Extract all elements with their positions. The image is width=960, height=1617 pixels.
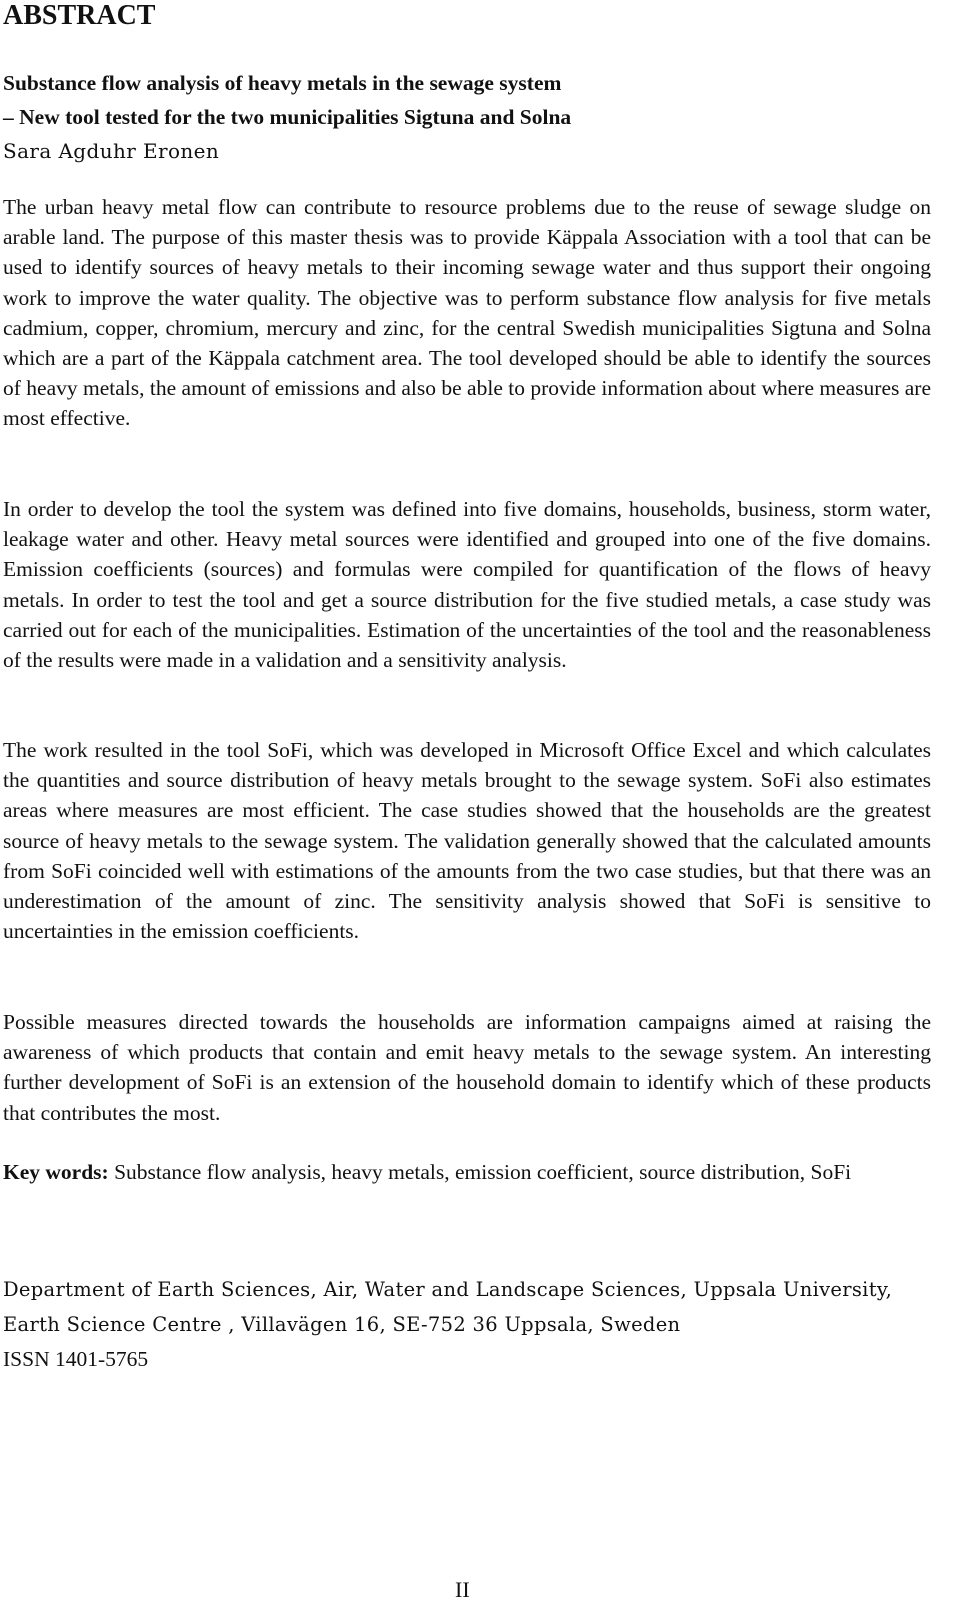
title-block	[3, 66, 931, 168]
page-number: II	[455, 1577, 470, 1602]
abstract-paragraph-3: The work resulted in the tool SoFi, which was developed in Microsoft Office Excel and which calculates the quantities and source distribution of heavy metals brought to the sewage system. SoFi also estimates areas where measures are most efficient. The case studies showed that the households are the greatest source of heavy metals to the sewage system. The validation generally showed that the calculated amounts from SoFi coincided well with estimations of the amounts from the two case studies, but that there was an underestimation of the amount of zinc. The sensitivity analysis showed that SoFi is sensitive to uncertainties in the emission coefficients.	[3, 738, 931, 944]
issn: ISSN 1401-5765	[3, 1347, 149, 1371]
abstract-heading: ABSTRACT	[3, 0, 156, 31]
keywords	[3, 1157, 931, 1187]
thesis-title-line-1: Substance flow analysis of heavy metals in the sewage system	[3, 71, 562, 95]
author-name: Sara Agduhr Eronen	[3, 139, 220, 163]
abstract-paragraph-1: The urban heavy metal flow can contribute to resource problems due to the reuse of sewage sludge on arable land. The purpose of this master thesis was to provide Käppala Association with a tool that can be used to identify sources of heavy metals to their incoming sewage water and thus support their ongoing work to improve the water quality. The objective was to perform substance flow analysis for five metals cadmium, copper, chromium, mercury and zinc, for the central Swedish municipalities Sigtuna and Solna which are a part of the Käppala catchment area. The tool developed should be able to identify the sources of heavy metals, the amount of emissions and also be able to provide information about where measures are most effective.	[3, 195, 931, 431]
affiliation-block	[3, 1272, 943, 1376]
thesis-title-line-2: – New tool tested for the two municipalities Sigtuna and Solna	[3, 105, 572, 129]
keywords-label: Key words:	[3, 1160, 109, 1184]
department-line-2: Earth Science Centre , Villavägen 16, SE-752 36 Uppsala, Sweden	[3, 1313, 681, 1336]
keywords-text: Substance flow analysis, heavy metals, emission coefficient, source distribution, SoFi	[108, 1160, 852, 1184]
abstract-paragraph-4: Possible measures directed towards the households are information campaigns aimed at raising the awareness of which products that contain and emit heavy metals to the sewage system. An interesting further development of SoFi is an extension of the household domain to identify which of these products that contributes the most.	[3, 1010, 931, 1125]
department-line-1: Department of Earth Sciences, Air, Water and Landscape Sciences, Uppsala University,	[3, 1278, 893, 1301]
abstract-paragraph-2: In order to develop the tool the system was defined into five domains, households, business, storm water, leakage water and other. Heavy metal sources were identified and grouped into one of the five domains. Emission coefficients (sources) and formulas were compiled for quantification of the flows of heavy metals. In order to test the tool and get a source distribution for the five studied metals, a case study was carried out for each of the municipalities. Estimation of the uncertainties of the tool and the reasonableness of the results were made in a validation and a sensitivity analysis.	[3, 497, 931, 673]
